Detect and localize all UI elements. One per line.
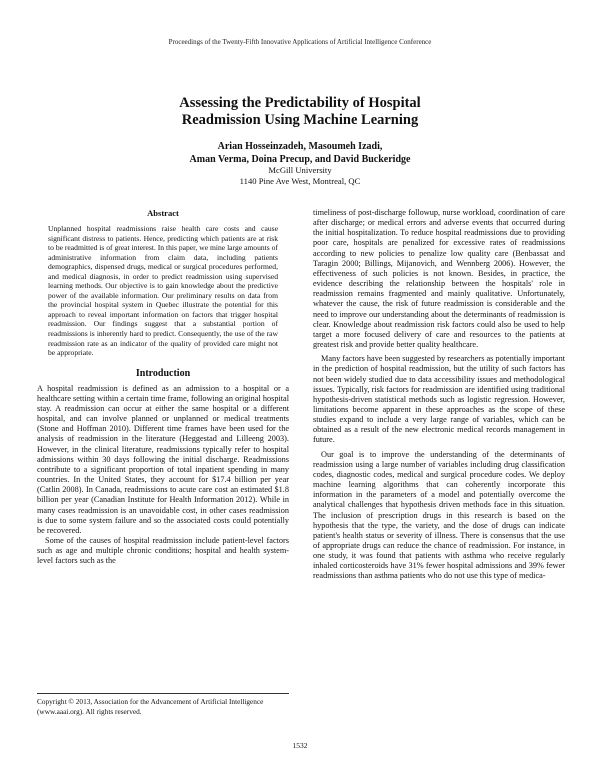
affiliation-block: [100, 165, 500, 187]
introduction-heading: Introduction: [135, 367, 191, 379]
page-number: 1532: [292, 741, 308, 750]
intro-paragraph-2: Some of the causes of hospital readmission include patient-level factors such as age and multiple chronic conditions; hospital and health system-level factors such as the: [37, 536, 289, 566]
affiliation: McGill University: [268, 165, 332, 175]
address: 1140 Pine Ave West, Montreal, QC: [239, 176, 361, 186]
paper-title: [100, 95, 500, 129]
intro-paragraph-1: A hospital readmission is defined as an admission to a hospital or a healthcare setting within a certain time frame, following an original hospital stay. A readmission can occur at either the same hospital or a different hospital, and can involve planned or unplanned or medical treatments (Stone and Hoffman 2010). Different time frames have been used for the analysis of readmission in the literature (Heggestad and Lilleeng 2003). However, in the clinical literature, readmissions typically refer to hospital admissions within 30 days following the initial discharge. Readmissions contribute to a significant proportion of total inpatient spending in many countries. In the United States, they account for $17.4 billion per year (Catlin 2008). In Canada, readmissions to acute care cost an estimated $1.8 billion per year (Canadian Institute for Health Information 2012). While in many cases readmission is an unavoidable cost, in other cases readmission is due to some system failure and so the associated costs could potentially be recovered.: [37, 383, 289, 535]
right-paragraph-2: Many factors have been suggested by researchers as potentially important in the prediction of hospital readmission, but the utility of such factors has not been widely studied due to data accessibility issues and methodological issues. Typically, risk factors for readmission are identified using traditional hypothesis-driven statistical methods such as logistic regression. However, limitations become apparent in these approaches as the scope of these studies expand to include a very large range of variables, which can be obtained as a result of the new electronic medical records management in future.: [313, 354, 565, 445]
authors-line-1: Arian Hosseinzadeh, Masoumeh Izadi,: [217, 141, 383, 152]
right-paragraph-1: timeliness of post-discharge followup, nurse workload, coordination of care after discharge; or medical errors and adverse events that occurred during the initial hospitalization. To reduce hospital readmissions due to providing poor care, hospitals are penalized for excessive rates of readmissions according to new policies to penalize low quality care (Benbassat and Taragin 2000; Billings, Mijanovich, and Wennberg 2006). However, the effectiveness of such policies is not known. Besides, in practice, the evidence describing the relationship between the hospitals' role in readmission remains fragmented and mainly qualitative. Unfortunately, whatever the cause, the risk of future readmission is considerable and the need to improve our understanding about the determinants of readmission is clear. Knowledge about readmission risk factors could also be used to help target a more focused delivery of care and resources to the patients at greatest risk and provide better quality healthcare.: [313, 208, 565, 350]
footnote-rule: [37, 693, 289, 694]
author-list: [100, 141, 500, 166]
authors-line-2: Aman Verma, Doina Precup, and David Buckeridge: [189, 153, 411, 165]
footnote: [37, 693, 289, 716]
title-line-2: Readmission Using Machine Learning: [181, 112, 419, 128]
title-line-1: Assessing the Predictability of Hospital: [179, 95, 421, 111]
right-column: [313, 208, 565, 582]
copyright-notice: Copyright © 2013, Association for the Advancement of Artificial Intelligence (www.aaai.org). All rights reserved.: [37, 697, 264, 716]
abstract-heading: Abstract: [147, 208, 179, 218]
right-paragraph-3: Our goal is to improve the understanding of the determinants of readmission using a large number of variables including drug classification codes, diagnostic codes, medical and surgical procedure codes. We deploy machine learning algorithms that can coherently incorporate this information in the parameters of a model and potentially overcome the analytical challenges that hypothesis driven methods face in this situation. The inclusion of prescription drugs in this research is based on the hypothesis that the type, the variety, and the dose of drugs can indicate patient's health status or severity of illness. There is consensus that the use of appropriate drugs can reduce the chance of readmission. For instance, in one study, it was found that patients with asthma who receive regularly inhaled corticosteroids have 31% fewer hospital admissions and 39% fewer readmissions than asthma patients who do not use this type of medica-: [313, 449, 565, 581]
abstract-text: Unplanned hospital readmissions raise health care costs and cause significant distress to patients. Hence, predicting which patients are at risk to be readmitted is of great interest. In this paper, we mine large amounts of administrative information from claim data, including patients demographics, dispensed drugs, medical or surgical procedures performed, and medical diagnosis, in order to predict readmission using supervised learning methods. Our objective is to gain knowledge about the predictive power of the available information. Our preliminary results on data from the provincial hospital system in Quebec illustrate the potential for this approach to reveal important information on factors that trigger hospital readmission. Our findings suggest that a substantial portion of readmissions is inherently hard to predict. Consequently, the use of the raw readmission rate as an indicator of the quality of provided care might not be appropriate.: [48, 224, 278, 358]
left-column: [37, 208, 289, 566]
proceedings-header: Proceedings of the Twenty-Fifth Innovative Applications of Artificial Intelligence Conference: [168, 38, 432, 46]
